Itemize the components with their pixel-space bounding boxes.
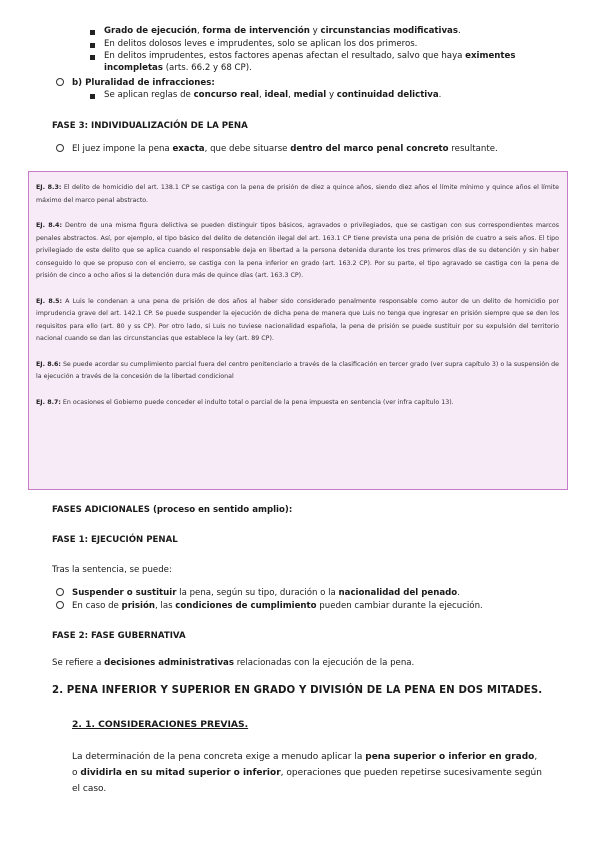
fase1-heading: FASE 1: EJECUCIÓN PENAL [52, 535, 178, 545]
text-segment: En caso de [72, 601, 122, 611]
top-bullet-list [88, 26, 548, 75]
bold-text: forma de intervención [202, 26, 310, 36]
pluralidad-list [88, 90, 548, 103]
circle-bullet-icon [56, 601, 64, 609]
text-segment: , o [72, 752, 538, 778]
bold-text: Suspender o sustituir [72, 588, 177, 598]
fase3-item [56, 144, 498, 156]
text-segment: , [197, 26, 203, 36]
fase3-heading: FASE 3: INDIVIDUALIZACIÓN DE LA PENA [52, 121, 248, 131]
example-8-5: EJ. 8.5: A Luis le condenan a una pena de prisión de dos años al haber sido considerado penalmente responsable como autor de un delito de homicidio por imprudencia grave del art. 142.1 CP. Se puede suspender la ejecución de dicha pena de manera que Luis no tenga que ingresar en prisión siempre que se den los requisitos para ello (art. 80 y ss CP). Por otro lado, si Luis no tuviese nacionalidad española, la pena de prisión se puede sustituir por su expulsión del territorio nacional cuando se dan las circunstancias que establece la ley (art. 89 CP). [36, 297, 559, 342]
text-segment: . [457, 588, 460, 598]
bold-text: concurso real [193, 90, 259, 100]
text-segment: En delitos imprudentes, estos factores apenas afectan el resultado, salvo que haya [104, 51, 466, 61]
text-segment: pueden cambiar durante la ejecución. [316, 601, 483, 611]
text-segment: El juez impone la pena [72, 144, 173, 154]
bold-text: Grado de ejecución [104, 26, 197, 36]
bold-text: continuidad delictiva [336, 90, 439, 100]
text-segment: La determinación de la pena concreta exige a menudo aplicar la [72, 752, 366, 762]
circle-bullet-icon [56, 588, 64, 596]
bold-text: decisiones administrativas [104, 658, 234, 668]
bold-text: circunstancias modificativas [320, 26, 458, 36]
text-segment: . [438, 90, 442, 100]
list-item [88, 39, 548, 51]
examples-box [28, 171, 568, 490]
pluralidad-title: b) Pluralidad de infracciones: [56, 78, 215, 90]
text-segment: , las [154, 601, 176, 611]
bold-text: pena superior o inferior en grado [365, 752, 535, 762]
text-segment: , que debe situarse [204, 144, 291, 154]
text-segment: , [258, 90, 265, 100]
example-8-6: EJ. 8.6: Se puede acordar su cumplimiento parcial fuera del centro penitenciario a través de la clasificación en tercer grado (ver supra capítulo 3) o la suspensión de la ejecución a través de la concesión de la libertad condicional [36, 360, 559, 380]
example-8-7: EJ. 8.7: En ocasiones el Gobierno puede conceder el indulto total o parcial de la pena impuesta en sentencia (ver infra capítulo 13). [36, 398, 454, 406]
text-segment: la pena, según su tipo, duración o la [176, 588, 339, 598]
text-segment: resultante. [448, 144, 498, 154]
text-segment: Se refiere a [52, 658, 105, 668]
text-segment: (arts. 66.2 y 68 CP). [162, 62, 252, 73]
bold-text: condiciones de cumplimiento [175, 601, 317, 611]
bold-text: medial [293, 90, 327, 100]
fase2-text [52, 657, 414, 669]
example-8-4: EJ. 8.4: Dentro de una misma figura delictiva se pueden distinguir tipos básicos, agravados o privilegiados, que se castigan con sus correspondientes marcos penales abstractos. Así, por ejemplo, el tipo básico del delito de detención ilegal del art. 163.1 CP tiene prevista una pena de prisión de cuatro a seis años. El tipo privilegiado de este delito que se aplica cuando el responsable deja en libertad a la persona detenida durante los tres primeros días de su detención y sin haber conseguido lo que se propuso con el encierro, se castiga con la pena inferior en grado (art. 163.2 CP). Por su parte, el tipo agravado se castiga con la pena de prisión de cinco a ocho años si la detención dura más de quince días (art. 163.3 CP). [36, 222, 559, 279]
text-segment: y [326, 90, 337, 100]
bold-text: nacionalidad del penado [338, 588, 458, 598]
circle-bullet-icon [56, 144, 64, 152]
fases-adicionales-heading: FASES ADICIONALES (proceso en sentido amplio): [52, 505, 293, 515]
list-item [88, 90, 548, 102]
text-segment: relacionadas con la ejecución de la pena. [233, 658, 415, 668]
bold-text: ideal [264, 90, 289, 100]
fase1-intro: Tras la sentencia, se puede: [52, 565, 172, 575]
example-8-3: EJ. 8.3: El delito de homicidio del art. 138.1 CP se castiga con la pena de prisión de diez a quince años, siendo diez años el límite mínimo y quince años el límite máximo del marco penal abstracto. [36, 184, 559, 204]
fase1-item-2 [56, 601, 483, 613]
text-segment: , [288, 90, 294, 100]
list-item [88, 51, 548, 74]
bold-text: exacta [172, 144, 205, 154]
list-item [88, 26, 548, 38]
circle-bullet-icon [56, 78, 64, 86]
text-segment: , operaciones que pueden repetirse sucesivamente según el caso. [72, 768, 542, 794]
bold-text: dividirla en su mitad superior o inferior [80, 768, 281, 778]
section-2-1-text [72, 749, 542, 797]
fase1-item-1 [56, 588, 460, 600]
fase2-heading: FASE 2: FASE GUBERNATIVA [52, 631, 186, 641]
section-2-heading: 2. PENA INFERIOR Y SUPERIOR EN GRADO Y DIVISIÓN DE LA PENA EN DOS MITADES. [52, 685, 543, 696]
bold-text: dentro del marco penal concreto [290, 144, 449, 154]
bold-text: eximentes incompletas [104, 51, 516, 73]
text-segment: Se aplican reglas de [104, 90, 194, 100]
text-segment: y [309, 26, 321, 36]
text-segment: . [457, 26, 461, 36]
bold-text: prisión [121, 601, 155, 611]
section-2-1-heading: 2. 1. CONSIDERACIONES PREVIAS. [72, 719, 249, 730]
text-segment: En delitos dolosos leves e imprudentes, solo se aplican los dos primeros. [104, 38, 418, 49]
